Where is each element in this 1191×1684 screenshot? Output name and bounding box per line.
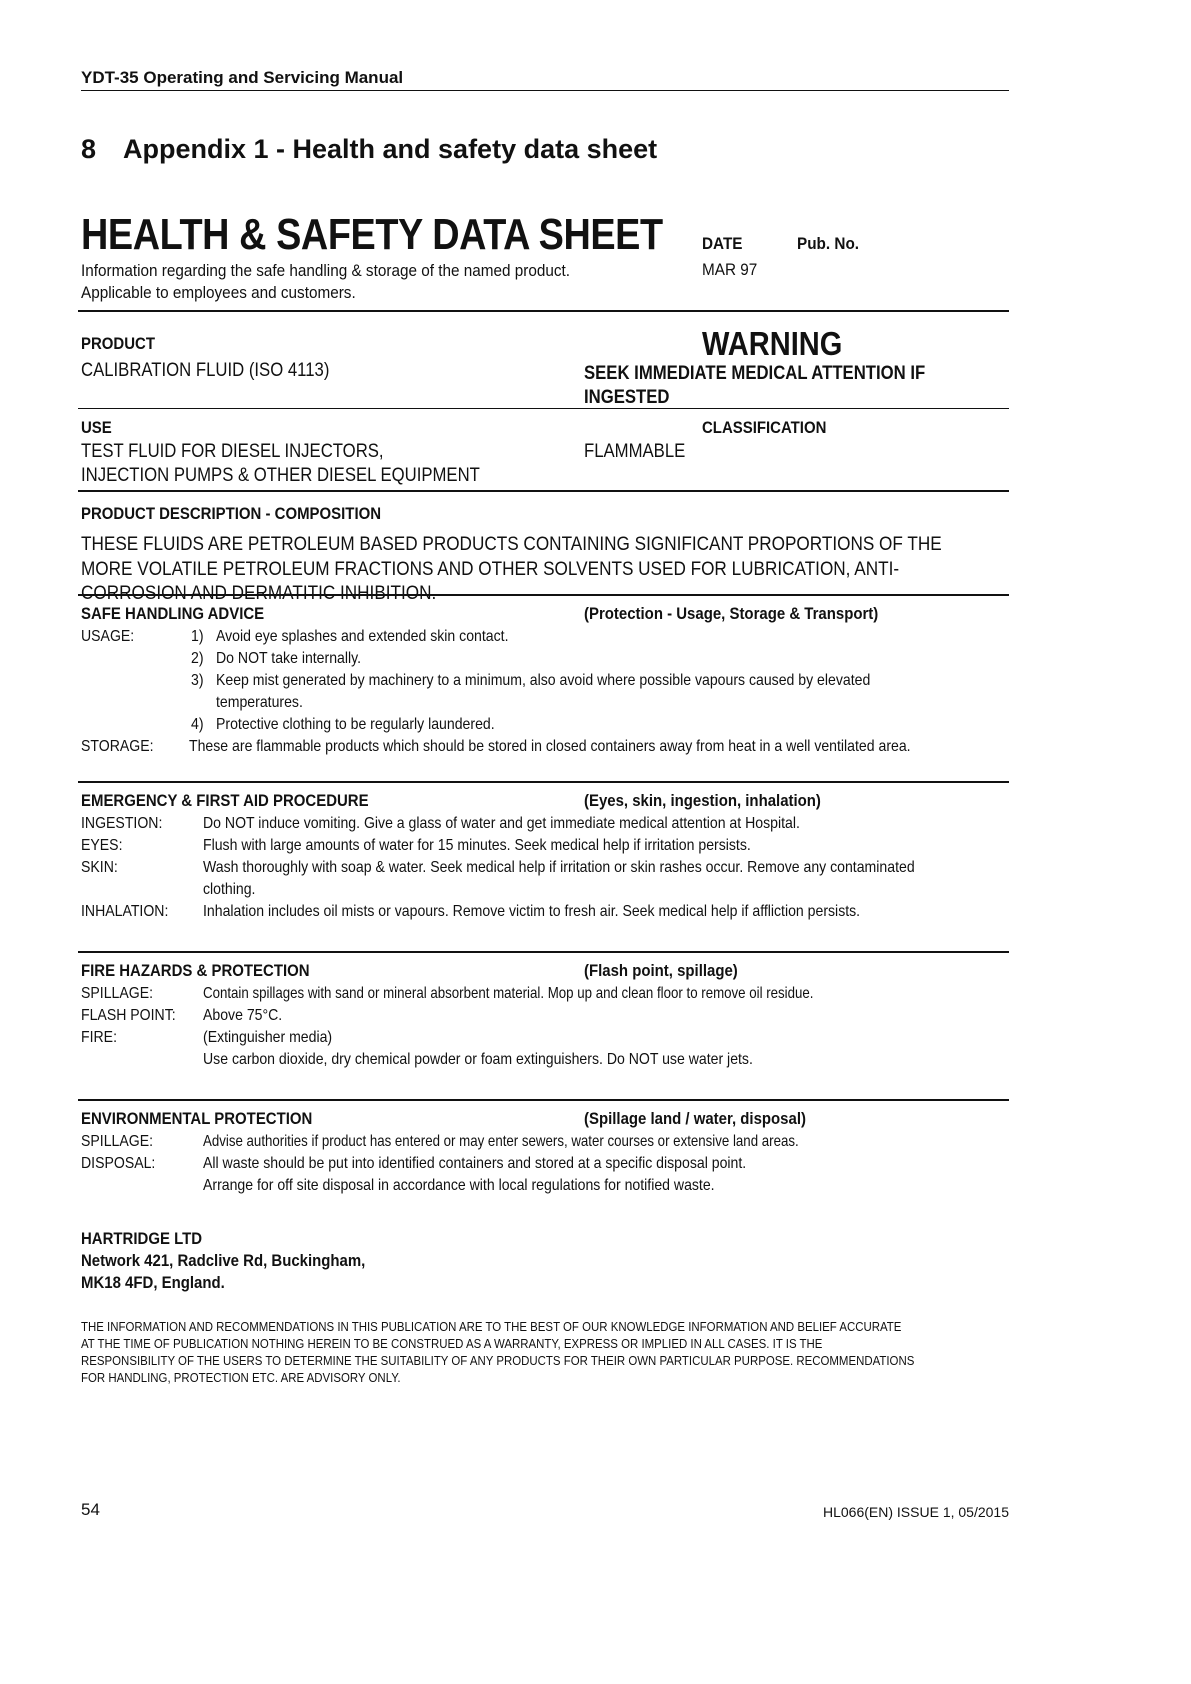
usage-item-number: 3) xyxy=(191,672,204,689)
handling-label: SAFE HANDLING ADVICE xyxy=(81,604,265,623)
product-label: PRODUCT xyxy=(81,334,155,353)
usage-item-number: 1) xyxy=(191,628,204,645)
flash-point-text: Above 75°C. xyxy=(203,1007,283,1024)
composition-line: CORROSION AND DERMATITIC INHIBITION. xyxy=(81,582,437,604)
environment-note: (Spillage land / water, disposal) xyxy=(584,1109,806,1128)
usage-item: Avoid eye splashes and extended skin contact. xyxy=(216,628,509,645)
eyes-label: EYES: xyxy=(81,837,123,854)
handling-note: (Protection - Usage, Storage & Transport) xyxy=(584,604,879,623)
flash-point-label: FLASH POINT: xyxy=(81,1007,176,1024)
intro-line: Applicable to employees and customers. xyxy=(81,283,356,302)
storage-text: These are flammable products which should be stored in closed containers away from heat in a well ventilated area. xyxy=(189,738,911,755)
chapter-heading xyxy=(81,134,657,165)
company-address-line: MK18 4FD, England. xyxy=(81,1273,225,1292)
classification-label: CLASSIFICATION xyxy=(702,418,827,437)
sheet-title: HEALTH & SAFETY DATA SHEET xyxy=(81,210,663,259)
section-divider xyxy=(78,951,1009,953)
fire-media-text: Use carbon dioxide, dry chemical powder or foam extinguishers. Do NOT use water jets. xyxy=(203,1051,753,1068)
use-line: TEST FLUID FOR DIESEL INJECTORS, xyxy=(81,441,384,462)
composition-label: PRODUCT DESCRIPTION - COMPOSITION xyxy=(81,504,382,523)
env-spillage-label: SPILLAGE: xyxy=(81,1133,154,1150)
disclaimer-line: FOR HANDLING, PROTECTION ETC. ARE ADVISORY ONLY. xyxy=(81,1370,401,1385)
chapter-title: Appendix 1 - Health and safety data sheet xyxy=(123,134,658,164)
fire-note: (Flash point, spillage) xyxy=(584,961,738,980)
inhalation-text: Inhalation includes oil mists or vapours. Remove victim to fresh air. Seek medical help if affliction persists. xyxy=(203,903,861,920)
disclaimer-line: AT THE TIME OF PUBLICATION NOTHING HEREIN TO BE CONSTRUED AS A WARRANTY, EXPRESS OR IMPLIED IN ALL CASES. IT IS THE xyxy=(81,1336,823,1351)
section-divider xyxy=(78,1099,1009,1101)
section-divider xyxy=(78,781,1009,783)
usage-item: Do NOT take internally. xyxy=(216,650,362,667)
company-address xyxy=(81,1228,365,1294)
company-address-line: Network 421, Radclive Rd, Buckingham, xyxy=(81,1251,366,1270)
usage-item-number: 4) xyxy=(191,716,204,733)
ingestion-label: INGESTION: xyxy=(81,815,163,832)
disposal-text: All waste should be put into identified containers and stored at a specific disposal point. xyxy=(203,1155,747,1172)
emergency-label: EMERGENCY & FIRST AID PROCEDURE xyxy=(81,791,369,810)
date-label: DATE xyxy=(702,234,743,253)
fire-spillage-label: SPILLAGE: xyxy=(81,985,154,1002)
section-divider xyxy=(78,408,1009,409)
use-line: INJECTION PUMPS & OTHER DIESEL EQUIPMENT xyxy=(81,465,480,486)
chapter-number: 8 xyxy=(81,134,97,164)
inhalation-label: INHALATION: xyxy=(81,903,169,920)
classification-value: FLAMMABLE xyxy=(584,441,686,462)
disposal-label: DISPOSAL: xyxy=(81,1155,156,1172)
disclaimer-line: THE INFORMATION AND RECOMMENDATIONS IN THIS PUBLICATION ARE TO THE BEST OF OUR KNOWLEDGE INFORMATION AND BELIEF ACCURATE xyxy=(81,1319,902,1334)
usage-item: temperatures. xyxy=(216,694,303,711)
composition-line: MORE VOLATILE PETROLEUM FRACTIONS AND OTHER SOLVENTS USED FOR LUBRICATION, ANTI- xyxy=(81,557,900,580)
warning-title: WARNING xyxy=(702,325,843,362)
disclaimer-line: RESPONSIBILITY OF THE USERS TO DETERMINE THE SUITABILITY OF ANY PRODUCTS FOR THEIR OWN PARTICULAR PURPOSE. RECOMMENDATIONS xyxy=(81,1353,915,1368)
usage-label: USAGE: xyxy=(81,628,135,645)
usage-item: Keep mist generated by machinery to a minimum, also avoid where possible vapours caused by elevated xyxy=(216,672,871,689)
fire-media-text: (Extinguisher media) xyxy=(203,1029,333,1046)
skin-label: SKIN: xyxy=(81,859,118,876)
fire-media-label: FIRE: xyxy=(81,1029,117,1046)
company-name: HARTRIDGE LTD xyxy=(81,1229,203,1248)
environment-label: ENVIRONMENTAL PROTECTION xyxy=(81,1109,313,1128)
emergency-note: (Eyes, skin, ingestion, inhalation) xyxy=(584,791,821,810)
section-divider xyxy=(78,594,1009,596)
section-divider xyxy=(78,310,1009,312)
eyes-text: Flush with large amounts of water for 15 minutes. Seek medical help if irritation persists. xyxy=(203,837,751,854)
use-label: USE xyxy=(81,418,112,437)
ingestion-text: Do NOT induce vomiting. Give a glass of water and get immediate medical attention at Hospital. xyxy=(203,815,800,832)
skin-text: Wash thoroughly with soap & water. Seek medical help if irritation or skin rashes occur. Remove any contaminated xyxy=(203,859,915,876)
pub-no-label: Pub. No. xyxy=(797,234,860,253)
product-value: CALIBRATION FLUID (ISO 4113) xyxy=(81,360,330,381)
fire-label: FIRE HAZARDS & PROTECTION xyxy=(81,961,310,980)
intro-line: Information regarding the safe handling & storage of the named product. xyxy=(81,261,571,280)
sheet-intro xyxy=(81,260,570,304)
page-number: 54 xyxy=(81,1500,100,1519)
date-value: MAR 97 xyxy=(702,260,758,279)
disclaimer xyxy=(81,1318,1005,1386)
usage-item: Protective clothing to be regularly laundered. xyxy=(216,716,495,733)
storage-label: STORAGE: xyxy=(81,738,154,755)
warning-line: INGESTED xyxy=(584,387,670,408)
env-spillage-text: Advise authorities if product has entered or may enter sewers, water courses or extensive land areas. xyxy=(203,1133,799,1150)
issue-info: HL066(EN) ISSUE 1, 05/2015 xyxy=(823,1504,1009,1520)
warning-text xyxy=(584,362,925,410)
warning-line: SEEK IMMEDIATE MEDICAL ATTENTION IF xyxy=(584,363,926,384)
section-divider xyxy=(78,490,1009,492)
skin-text: clothing. xyxy=(203,881,256,898)
usage-item-number: 2) xyxy=(191,650,204,667)
running-header: YDT-35 Operating and Servicing Manual xyxy=(81,68,1009,91)
document-page xyxy=(81,0,1009,1684)
composition-line: THESE FLUIDS ARE PETROLEUM BASED PRODUCTS CONTAINING SIGNIFICANT PROPORTIONS OF THE xyxy=(81,533,942,555)
disposal-text: Arrange for off site disposal in accordance with local regulations for notified waste. xyxy=(203,1177,715,1194)
fire-spillage-text: Contain spillages with sand or mineral absorbent material. Mop up and clean floor to remove oil residue. xyxy=(203,985,814,1002)
